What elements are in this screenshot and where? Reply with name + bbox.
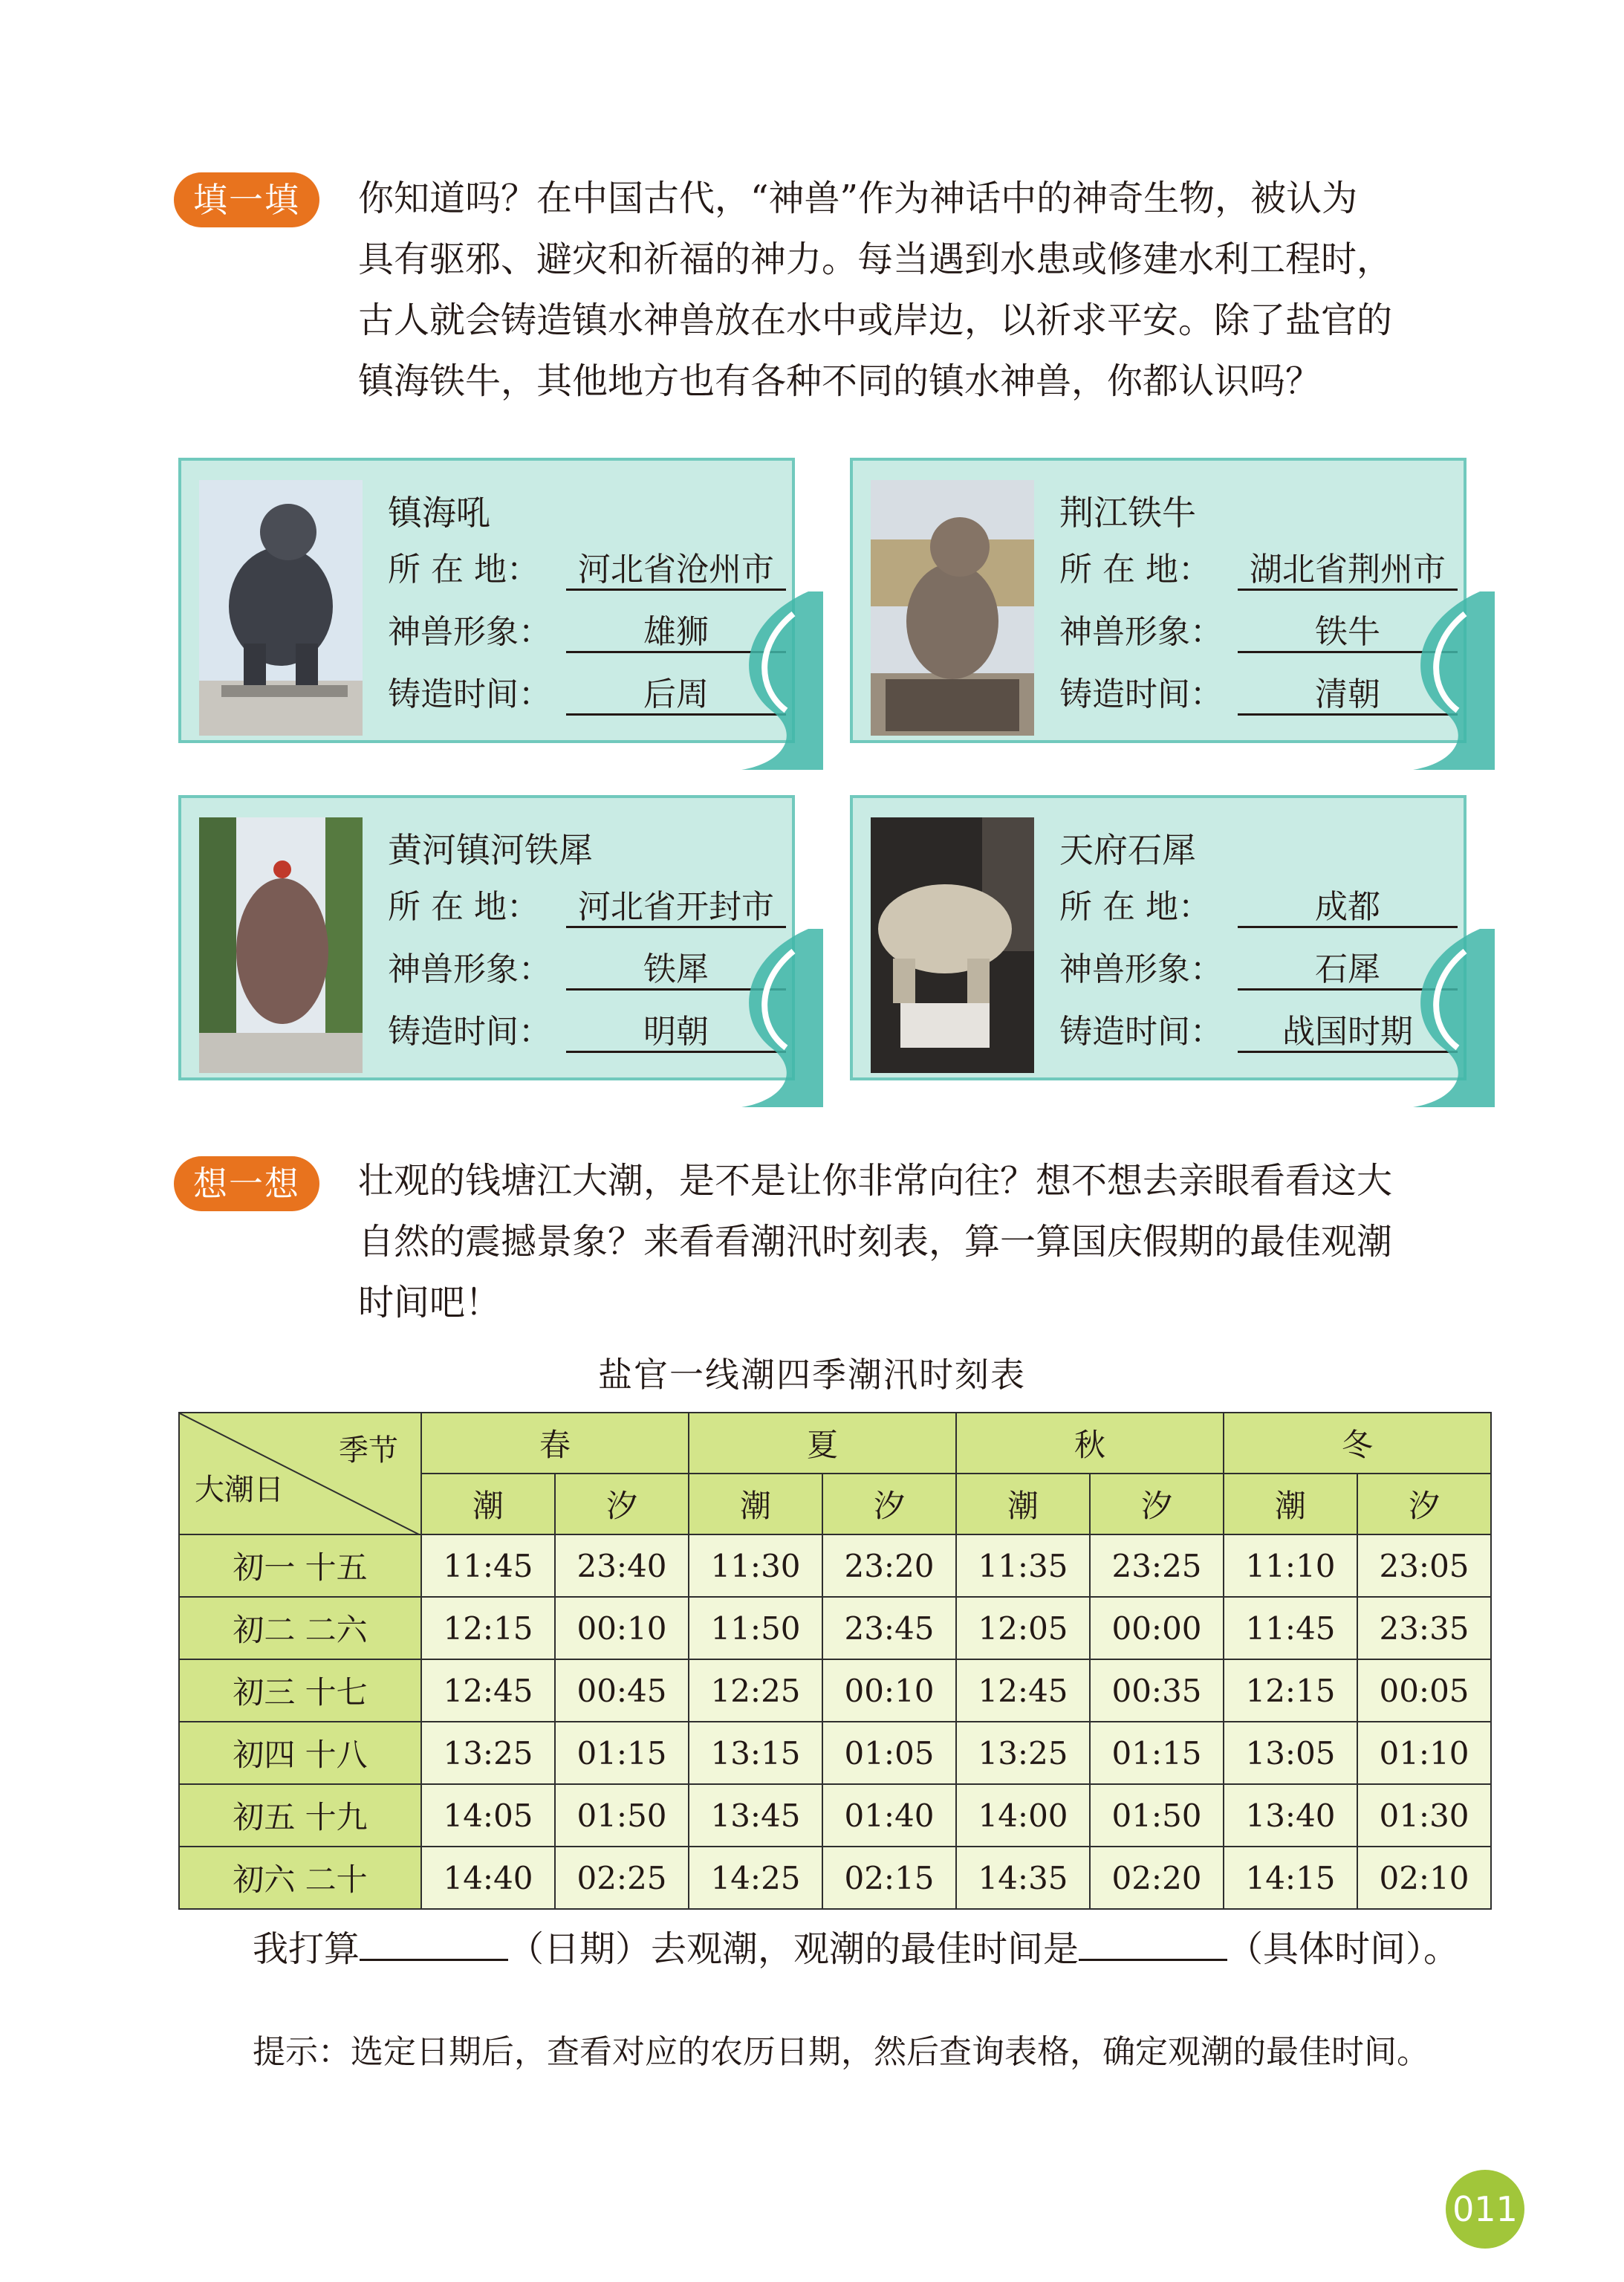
- wave-icon: [727, 591, 823, 770]
- intro-line: 时间吧！: [358, 1282, 501, 1323]
- beast-card-zhenhaihou: [178, 458, 795, 743]
- table-title: 盐官一线潮四季潮汛时刻表: [598, 1355, 1026, 1395]
- time-cell: 13:15: [689, 1722, 822, 1784]
- time-cell: 00:10: [555, 1597, 689, 1659]
- table-row: [179, 1784, 1491, 1847]
- beast-name: 荆江铁牛: [1059, 493, 1196, 533]
- day-cell: 初一 十五: [179, 1534, 421, 1597]
- season-header: 春: [421, 1413, 689, 1474]
- time-cell: 01:15: [555, 1722, 689, 1784]
- time-cell: 02:10: [1357, 1847, 1491, 1909]
- time-cell: 01:10: [1357, 1722, 1491, 1784]
- beast-photo-ox: [871, 480, 1034, 736]
- time-cell: 11:45: [421, 1534, 555, 1597]
- fill-text: 我打算: [253, 1928, 360, 1970]
- time-cell: 13:25: [421, 1722, 555, 1784]
- image-value: 铁牛: [1238, 614, 1458, 653]
- table-row: [179, 1847, 1491, 1909]
- beast-card-jingjiang-ox: [850, 458, 1467, 743]
- intro-paragraph: [358, 168, 1487, 412]
- image-label: 神兽形象：: [388, 950, 551, 988]
- section-badge-think: 想一想: [174, 1156, 319, 1211]
- table-row: [179, 1534, 1491, 1597]
- image-label: 神兽形象：: [388, 613, 551, 651]
- beast-photo-iron-rhino: [199, 817, 363, 1073]
- time-cell: 11:35: [956, 1534, 1090, 1597]
- tide-intro-paragraph: [358, 1150, 1487, 1333]
- time-cell: 11:10: [1224, 1534, 1357, 1597]
- wave-icon: [1398, 929, 1495, 1107]
- day-cell: 初三 十七: [179, 1659, 421, 1722]
- fill-text: （具体时间）。: [1227, 1928, 1460, 1970]
- time-value: 战国时期: [1238, 1014, 1458, 1053]
- fill-text: （日期）去观潮，观潮的最佳时间是: [508, 1928, 1079, 1970]
- season-header: 夏: [689, 1413, 956, 1474]
- time-cell: 12:15: [421, 1597, 555, 1659]
- time-cell: 12:15: [1224, 1659, 1357, 1722]
- season-header: 冬: [1224, 1413, 1491, 1474]
- beast-name: 黄河镇河铁犀: [388, 830, 593, 870]
- location-value: 湖北省荆州市: [1238, 551, 1458, 591]
- time-cell: 12:25: [689, 1659, 822, 1722]
- sub-header: 潮: [689, 1474, 822, 1534]
- time-cell: 00:10: [822, 1659, 956, 1722]
- time-cell: 11:50: [689, 1597, 822, 1659]
- day-cell: 初四 十八: [179, 1722, 421, 1784]
- table-row: [179, 1659, 1491, 1722]
- wave-icon: [1398, 591, 1495, 770]
- time-cell: 14:40: [421, 1847, 555, 1909]
- beast-name: 天府石犀: [1059, 830, 1196, 870]
- time-cell: 01:05: [822, 1722, 956, 1784]
- intro-line: 镇海铁牛，其他地方也有各种不同的镇水神兽，你都认识吗？: [358, 360, 1322, 402]
- day-cell: 初二 二六: [179, 1597, 421, 1659]
- time-cell: 13:05: [1224, 1722, 1357, 1784]
- wave-icon: [727, 929, 823, 1107]
- time-cell: 12:05: [956, 1597, 1090, 1659]
- time-cell: 12:45: [956, 1659, 1090, 1722]
- section-badge-fill: 填一填: [174, 172, 319, 227]
- time-label: 铸造时间：: [388, 1013, 551, 1051]
- day-cell: 初五 十九: [179, 1784, 421, 1847]
- time-cell: 13:45: [689, 1784, 822, 1847]
- location-row: [1059, 542, 1458, 591]
- time-label: 铸造时间：: [1059, 1013, 1223, 1051]
- time-cell: 02:15: [822, 1847, 956, 1909]
- time-cell: 01:30: [1357, 1784, 1491, 1847]
- location-row: [388, 880, 786, 928]
- page-number: 011: [1446, 2170, 1524, 2249]
- time-value: 清朝: [1238, 676, 1458, 716]
- time-cell: 11:45: [1224, 1597, 1357, 1659]
- corner-day-label: 大潮日: [195, 1473, 284, 1507]
- location-value: 河北省开封市: [566, 889, 786, 928]
- beast-name: 镇海吼: [388, 493, 490, 533]
- time-cell: 02:25: [555, 1847, 689, 1909]
- time-cell: 02:20: [1090, 1847, 1224, 1909]
- table-row: [179, 1597, 1491, 1659]
- tide-table: [178, 1412, 1492, 1910]
- time-cell: 00:35: [1090, 1659, 1224, 1722]
- time-cell: 14:05: [421, 1784, 555, 1847]
- time-cell: 01:40: [822, 1784, 956, 1847]
- sub-header: 汐: [555, 1474, 689, 1534]
- image-label: 神兽形象：: [1059, 613, 1223, 651]
- time-label: 铸造时间：: [388, 675, 551, 713]
- time-cell: 13:40: [1224, 1784, 1357, 1847]
- time-cell: 14:15: [1224, 1847, 1357, 1909]
- location-label: 所 在 地：: [1059, 888, 1211, 926]
- hint-text: 提示：选定日期后，查看对应的农历日期，然后查询表格，确定观潮的最佳时间。: [253, 2033, 1429, 2071]
- time-cell: 00:00: [1090, 1597, 1224, 1659]
- intro-line: 具有驱邪、避灾和祈福的神力。每当遇到水患或修建水利工程时，: [358, 239, 1393, 280]
- intro-line: 你知道吗？在中国古代，“神兽”作为神话中的神奇生物，被认为: [358, 178, 1358, 219]
- image-value: 石犀: [1238, 951, 1458, 991]
- time-cell: 14:25: [689, 1847, 822, 1909]
- beast-card-stone-rhino: [850, 795, 1467, 1080]
- location-label: 所 在 地：: [388, 888, 539, 926]
- sub-header: 汐: [1357, 1474, 1491, 1534]
- intro-line: 古人就会铸造镇水神兽放在水中或岸边，以祈求平安。除了盐官的: [358, 299, 1393, 341]
- intro-line: 自然的震撼景象？来看看潮汛时刻表，算一算国庆假期的最佳观潮: [358, 1221, 1393, 1262]
- image-value: 铁犀: [566, 951, 786, 991]
- location-row: [388, 542, 786, 591]
- time-value: 明朝: [566, 1014, 786, 1053]
- sub-header: 潮: [421, 1474, 555, 1534]
- table-corner-cell: [179, 1413, 421, 1534]
- sub-header: 潮: [1224, 1474, 1357, 1534]
- location-row: [1059, 880, 1458, 928]
- tide-table-body: [179, 1534, 1491, 1909]
- sub-header: 潮: [956, 1474, 1090, 1534]
- date-blank[interactable]: [360, 1929, 508, 1961]
- time-cell: 01:15: [1090, 1722, 1224, 1784]
- location-value: 成都: [1238, 889, 1458, 928]
- time-cell: 23:25: [1090, 1534, 1224, 1597]
- time-blank[interactable]: [1079, 1929, 1227, 1961]
- image-label: 神兽形象：: [1059, 950, 1223, 988]
- time-cell: 01:50: [555, 1784, 689, 1847]
- time-cell: 14:00: [956, 1784, 1090, 1847]
- fill-sentence: [253, 1920, 1459, 1971]
- time-cell: 23:35: [1357, 1597, 1491, 1659]
- location-label: 所 在 地：: [388, 551, 539, 589]
- time-cell: 13:25: [956, 1722, 1090, 1784]
- image-value: 雄狮: [566, 614, 786, 653]
- location-value: 河北省沧州市: [566, 551, 786, 591]
- time-value: 后周: [566, 676, 786, 716]
- time-cell: 23:45: [822, 1597, 956, 1659]
- time-cell: 14:35: [956, 1847, 1090, 1909]
- time-cell: 12:45: [421, 1659, 555, 1722]
- time-cell: 23:20: [822, 1534, 956, 1597]
- beast-photo-lion: [199, 480, 363, 736]
- corner-season-label: 季节: [339, 1433, 398, 1468]
- sub-header: 汐: [1090, 1474, 1224, 1534]
- time-cell: 23:40: [555, 1534, 689, 1597]
- intro-line: 壮观的钱塘江大潮，是不是让你非常向往？想不想去亲眼看看这大: [358, 1160, 1393, 1202]
- season-header: 秋: [956, 1413, 1224, 1474]
- time-cell: 11:30: [689, 1534, 822, 1597]
- location-label: 所 在 地：: [1059, 551, 1211, 589]
- sub-header: 汐: [822, 1474, 956, 1534]
- time-cell: 00:45: [555, 1659, 689, 1722]
- time-cell: 01:50: [1090, 1784, 1224, 1847]
- time-cell: 23:05: [1357, 1534, 1491, 1597]
- beast-photo-stone-rhino: [871, 817, 1034, 1073]
- beast-card-iron-rhino: [178, 795, 795, 1080]
- time-cell: 00:05: [1357, 1659, 1491, 1722]
- time-label: 铸造时间：: [1059, 675, 1223, 713]
- table-row: [179, 1722, 1491, 1784]
- day-cell: 初六 二十: [179, 1847, 421, 1909]
